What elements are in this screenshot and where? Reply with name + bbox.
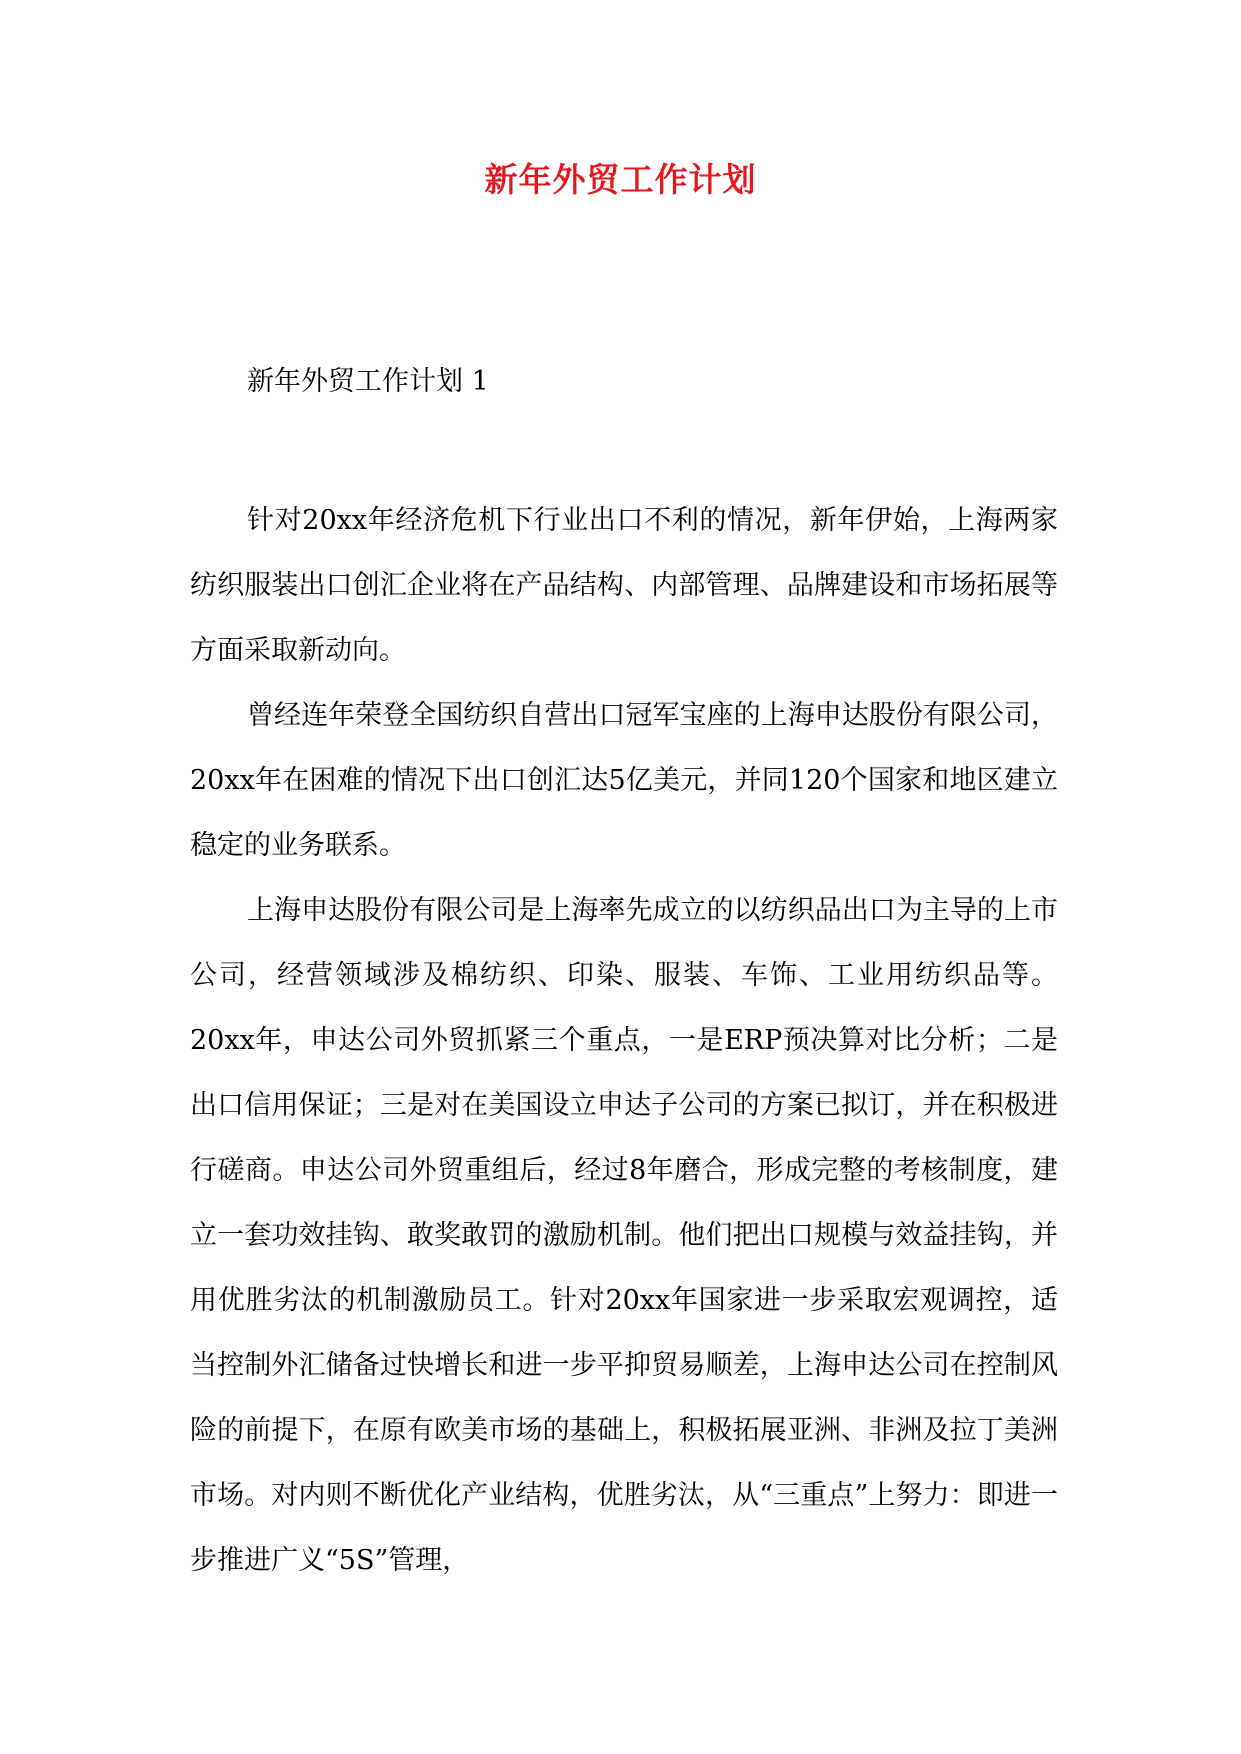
document-title: 新年外贸工作计划 <box>484 160 757 199</box>
paragraph-2: 曾经连年荣登全国纺织自营出口冠军宝座的上海申达股份有限公司，20xx年在困难的情况下出口创汇达5亿美元，并同120个国家和地区建立稳定的业务联系。 <box>190 700 1058 861</box>
paragraph-1: 针对20xx年经济危机下行业出口不利的情况，新年伊始，上海两家纺织服装出口创汇企业将在产品结构、内部管理、品牌建设和市场拓展等方面采取新动向。 <box>190 505 1058 666</box>
section-heading: 新年外贸工作计划 1 <box>247 366 489 397</box>
document-body <box>190 488 1058 1593</box>
paragraph-3: 上海申达股份有限公司是上海率先成立的以纺织品出口为主导的上市公司，经营领域涉及棉纺织、印染、服装、车饰、工业用纺织品等。20xx年，申达公司外贸抓紧三个重点，一是ERP预决算对比分析；二是出口信用保证；三是对在美国设立申达子公司的方案已拟订，并在积极进行磋商。申达公司外贸重组后，经过8年磨合，形成完整的考核制度，建立一套功效挂钩、敢奖敢罚的激励机制。他们把出口规模与效益挂钩，并用优胜劣汰的机制激励员工。针对20xx年国家进一步采取宏观调控，适当控制外汇储备过快增长和进一步平抑贸易顺差，上海申达公司在控制风险的前提下，在原有欧美市场的基础上，积极拓展亚洲、非洲及拉丁美洲市场。对内则不断优化产业结构，优胜劣汰，从“三重点”上努力：即进一步推进广义“5S”管理， <box>190 895 1058 1576</box>
